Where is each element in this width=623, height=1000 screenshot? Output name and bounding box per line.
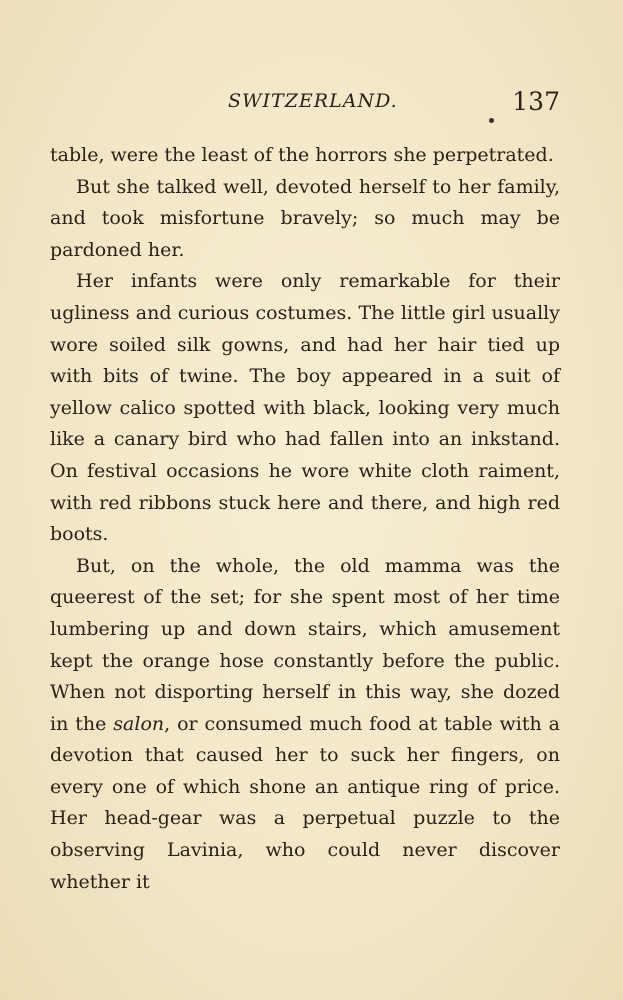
- paragraph: [50, 551, 560, 899]
- body-text: [50, 140, 560, 898]
- page-number: 137: [512, 87, 560, 116]
- paragraph: But she talked well, devoted herself to her family, and took misfortune bravely; so much may be pardoned her.: [50, 175, 560, 261]
- page-header: [50, 87, 560, 120]
- running-head: SWITZERLAND.: [228, 90, 398, 112]
- paragraph-text: But, on the whole, the old mamma was the queerest of the set; for she spent most of her time lumbering up and down stairs, which amusement kept the orange hose constantly before the public. When not disporting herself in this way, she dozed in the: [50, 554, 560, 735]
- italic-word: salon: [113, 712, 165, 735]
- paragraph: Her infants were only remarkable for their ugliness and curious costumes. The little girl usually wore soiled silk gowns, and had her hair tied up with bits of twine. The boy appeared in a suit of yellow calico spotted with black, looking very much like a canary bird who had fallen into an inkstand. On festival occasions he wore white cloth raiment, with red ribbons stuck here and there, and high red boots.: [50, 270, 560, 546]
- ink-speck: [489, 118, 494, 123]
- paragraph-text: , or consumed much food at table with a devotion that caused her to suck her fingers, on every one of which shone an antique ring of price. Her head-gear was a perpetual puzzle to the observing Lavinia, who could never discover whether it: [50, 712, 560, 893]
- paragraph-continued: table, were the least of the horrors she perpetrated.: [50, 144, 554, 166]
